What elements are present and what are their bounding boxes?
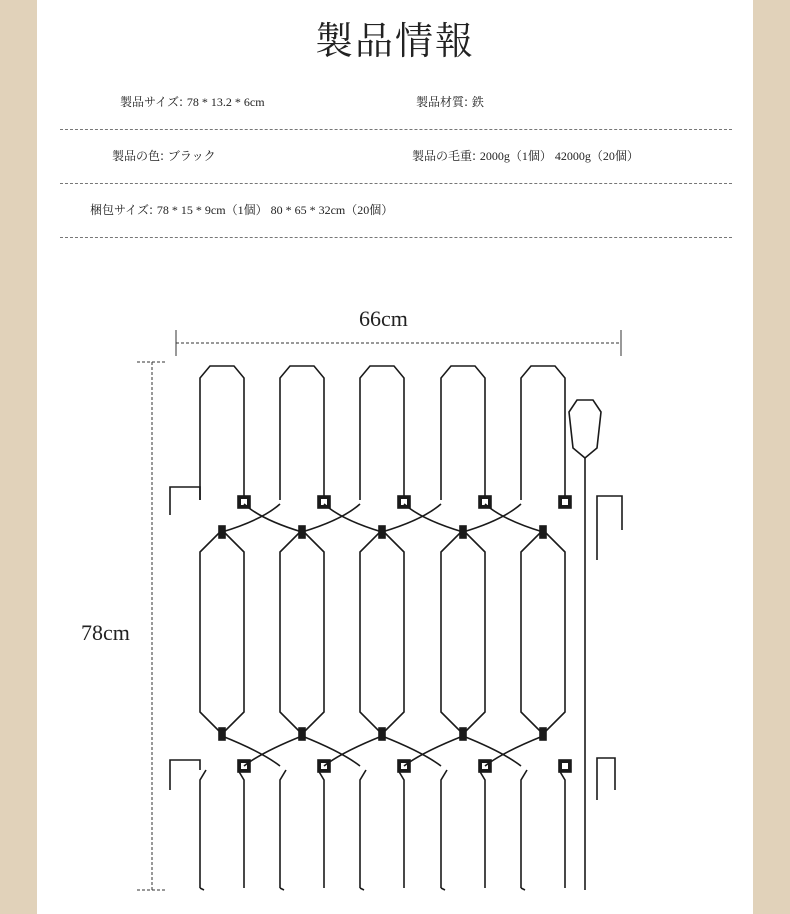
height-dimension-line	[137, 362, 167, 890]
fence-connector	[463, 504, 521, 532]
fence-joint	[379, 728, 385, 740]
fence-clip-hole	[562, 499, 568, 505]
fence-joint	[299, 728, 305, 740]
fence-right-hook	[597, 496, 622, 560]
fence-top-picket	[521, 366, 565, 500]
fence-connector	[222, 504, 280, 532]
spec-value: 鉄	[471, 95, 484, 109]
spec-value: 2000g（1個） 42000g（20個）	[479, 149, 639, 163]
fence-connector	[485, 504, 543, 532]
fence-middle-loop	[200, 530, 244, 734]
spec-value: 78 * 13.2 * 6cm	[186, 95, 265, 109]
fence-middle-loop	[280, 530, 324, 734]
fence-bottom-leg	[280, 770, 286, 888]
fence-bottom-leg	[200, 770, 244, 890]
spec-label: 製品サイズ:	[120, 95, 184, 109]
fence-bottom-leg	[441, 770, 447, 888]
spec-label: 梱包サイズ:	[90, 203, 154, 217]
spec-value: 78 * 15 * 9cm（1個） 80 * 65 * 32cm（20個）	[156, 203, 394, 217]
fence-left-hook	[170, 760, 200, 790]
fence-right-hook	[597, 758, 615, 800]
fence-connector	[382, 504, 441, 532]
width-dimension-line	[176, 330, 621, 356]
fence-bottom-leg	[521, 770, 527, 888]
fence-bottom-leg	[280, 770, 324, 890]
height-dimension-label: 78cm	[81, 620, 130, 645]
product-sheet	[37, 0, 753, 914]
fence-connector	[324, 504, 382, 532]
fence-bottom-leg	[521, 770, 565, 890]
fence-middle-loop	[360, 530, 404, 734]
fence-top-picket	[441, 366, 485, 500]
fence-bottom-leg	[200, 770, 206, 888]
fence-top-picket	[360, 366, 404, 500]
fence-connector	[302, 504, 360, 532]
fence-stake-handle	[569, 400, 601, 458]
fence-connector	[404, 504, 463, 532]
fence-panel	[170, 366, 622, 890]
fence-joint	[540, 728, 546, 740]
fence-top-picket	[280, 366, 324, 500]
fence-diagram	[37, 0, 753, 914]
spec-label: 製品の色:	[112, 149, 165, 163]
fence-bottom-leg	[441, 770, 485, 890]
fence-bottom-leg	[360, 770, 404, 890]
fence-joint	[460, 728, 466, 740]
width-dimension-label: 66cm	[359, 306, 408, 331]
page-title: 製品情報	[314, 19, 475, 63]
fence-clip-hole	[562, 763, 568, 769]
fence-middle-loop	[441, 530, 485, 734]
spec-value: ブラック	[167, 149, 216, 163]
fence-bottom-leg	[360, 770, 366, 888]
spec-label: 製品材質:	[416, 95, 469, 109]
fence-top-picket	[200, 366, 244, 500]
fence-left-hook	[170, 487, 200, 515]
spec-label: 製品の毛重:	[412, 149, 477, 163]
fence-middle-loop	[521, 530, 565, 734]
fence-connector	[244, 504, 302, 532]
fence-joint	[219, 728, 225, 740]
